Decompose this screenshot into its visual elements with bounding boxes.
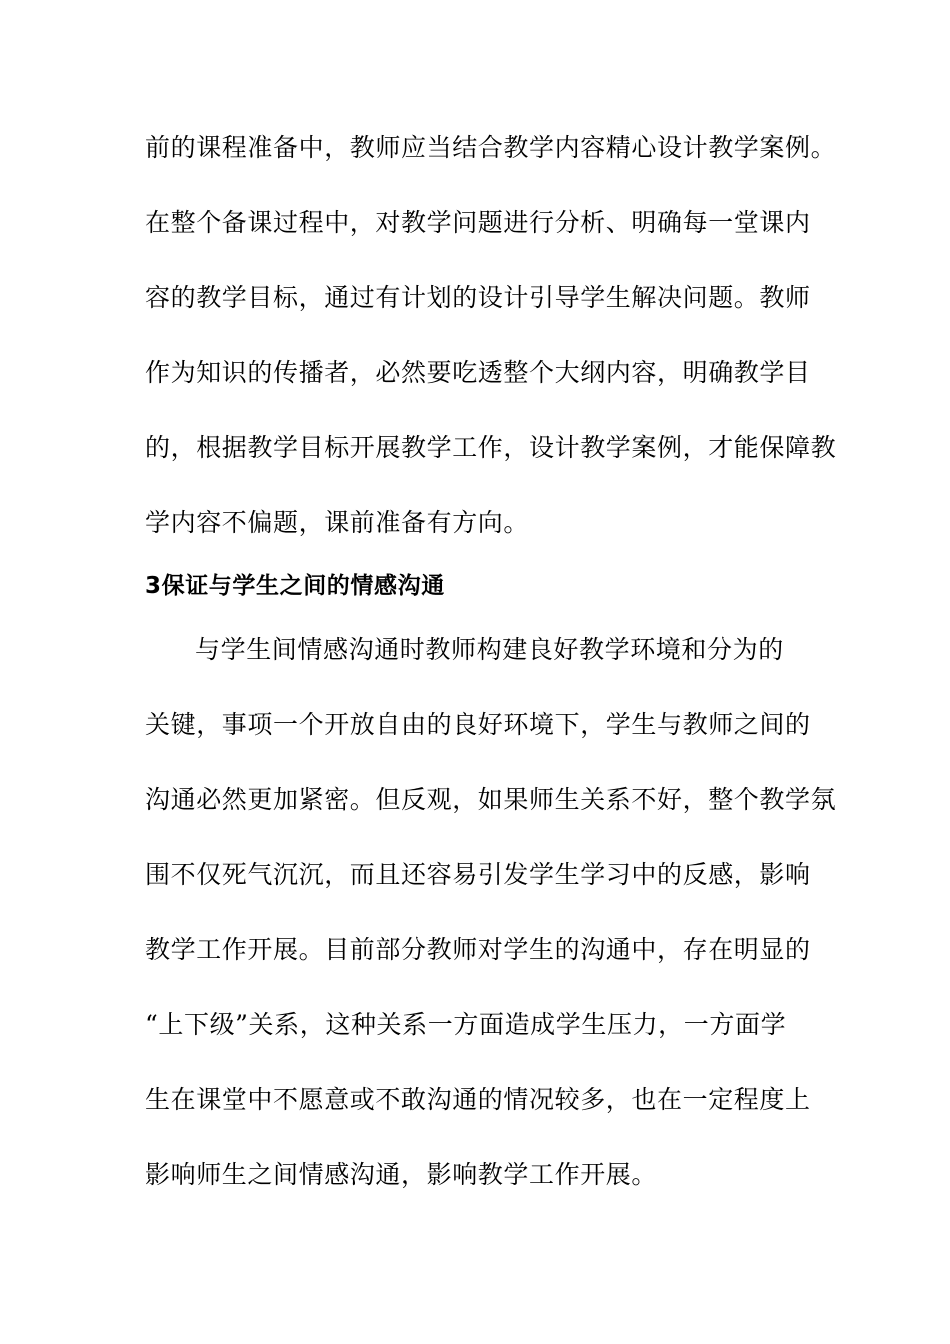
paragraph-line: 影响师生之间情感沟通，影响教学工作开展。	[145, 1160, 658, 1189]
paragraph-line: 沟通必然更加紧密。但反观，如果师生关系不好，整个教学氛	[145, 785, 837, 814]
paragraph-line: 的，根据教学目标开展教学工作，设计教学案例，才能保障教	[145, 433, 837, 462]
paragraph-line: 作为知识的传播者，必然要吃透整个大纲内容，明确教学目	[145, 358, 811, 387]
paragraph-line: 关键，事项一个开放自由的良好环境下，学生与教师之间的	[145, 710, 811, 739]
paragraph-line: 在整个备课过程中，对教学问题进行分析、明确每一堂课内	[145, 208, 811, 237]
paragraph-line: 前的课程准备中，教师应当结合教学内容精心设计教学案例。	[145, 133, 837, 162]
paragraph-line: 学内容不偏题，课前准备有方向。	[145, 508, 530, 537]
paragraph-line: 教学工作开展。目前部分教师对学生的沟通中，存在明显的	[145, 935, 811, 964]
section-heading: 3保证与学生之间的情感沟通	[145, 573, 445, 599]
paragraph-line: 围不仅死气沉沉，而且还容易引发学生学习中的反感，影响	[145, 860, 811, 889]
paragraph-line: 容的教学目标，通过有计划的设计引导学生解决问题。教师	[145, 283, 811, 312]
paragraph-line: “上下级”关系，这种关系一方面造成学生压力，一方面学	[145, 1010, 787, 1039]
paragraph-line: 生在课堂中不愿意或不敢沟通的情况较多，也在一定程度上	[145, 1085, 811, 1114]
paragraph-line: 与学生间情感沟通时教师构建良好教学环境和分为的	[195, 635, 784, 664]
